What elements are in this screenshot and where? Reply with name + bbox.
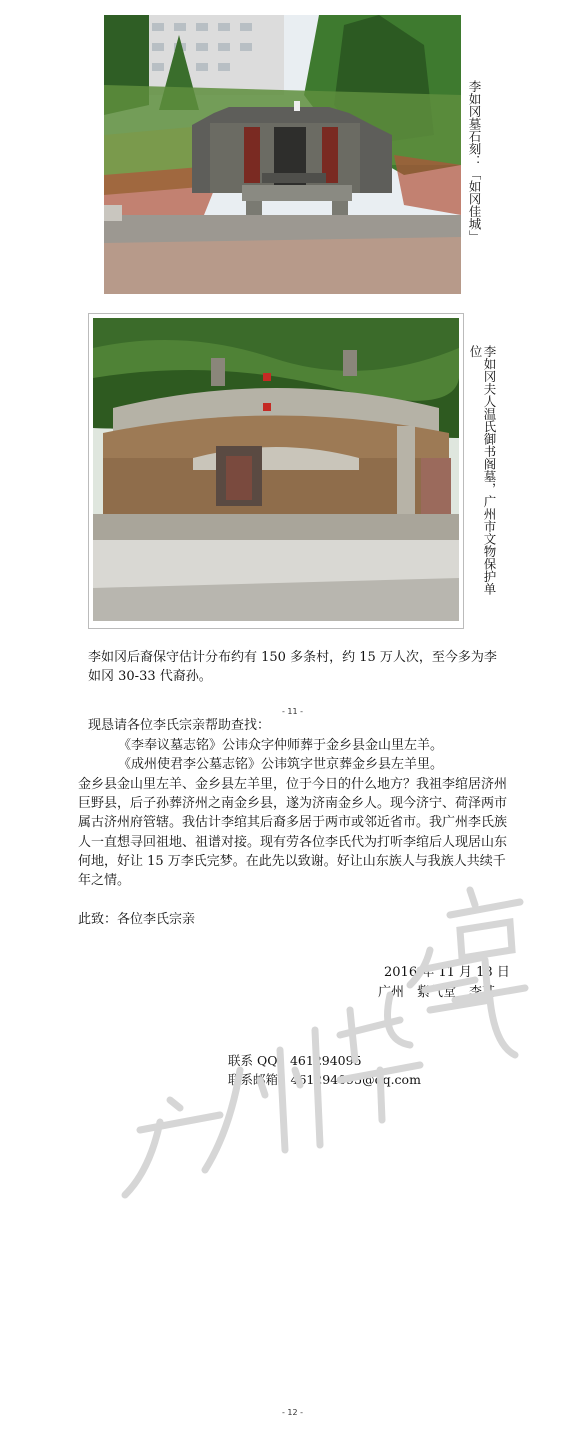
letter-date: 2016 年 11 月 18 日 xyxy=(384,965,510,980)
descendants-paragraph: 李如冈后裔保守估计分布约有 150 多条村，约 15 万人次，至今多为李如冈 30-33 代裔孙。 xyxy=(88,650,497,684)
epitaph-2: 《成州使君李公墓志铭》公讳筑字世京葬金乡县左羊里。 xyxy=(118,757,444,772)
contact-qq: 联系 QQ：461294095 xyxy=(228,1053,362,1068)
page-number-11: - 11 - xyxy=(282,707,304,716)
page-number-12: - 12 - xyxy=(282,1408,304,1417)
salutation: 此致：各位李氏宗亲 xyxy=(78,912,196,927)
question-paragraph: 金乡县金山里左羊、金乡县左羊里，位于今日的什么地方？我祖李绾居济州巨野县，后子孙葬济州之南金乡县，遂为济南金乡人。现今济宁、荷泽两市属古济州府管辖。我估计李绾其后裔多居于两市或邻近省市。我广州李氏族人一直想寻回祖地、祖谱对接。现有劳各位李氏代为打听李绾后人现居山东何地，好让 15 万李氏完梦。在此先以致谢。好让山东族人与我族人共续千年之情。 xyxy=(78,777,508,889)
photo-2-caption: 李如冈夫人温氏御书阁墓，广州市文物保护单位 xyxy=(468,345,497,595)
tomb-photo-2 xyxy=(93,318,459,621)
photo-1-caption: 李如冈墓石刻：「如冈佳城」 xyxy=(467,80,482,243)
tomb-photo-1 xyxy=(104,15,461,294)
signature: 广州 紫气堂 李某 xyxy=(378,985,496,1000)
epitaph-1: 《李奉议墓志铭》公讳众字仲师葬于金乡县金山里左羊。 xyxy=(118,738,444,753)
contact-email: 联系邮箱：461294095@qq.com xyxy=(228,1072,421,1087)
request-intro: 现恳请各位李氏宗亲帮助查找： xyxy=(88,718,271,733)
